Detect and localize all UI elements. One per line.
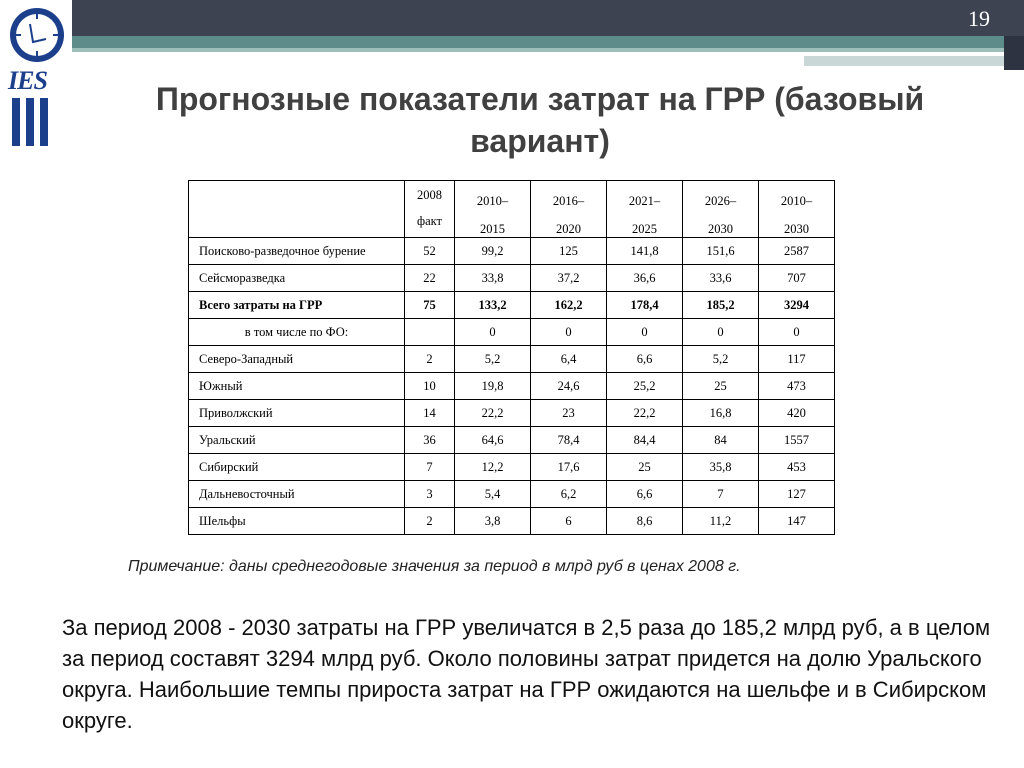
table-cell: 16,8 <box>683 400 759 427</box>
table-cell: 127 <box>759 481 835 508</box>
table-row <box>189 319 835 346</box>
right-corner-block <box>1004 36 1024 70</box>
table-cell: 1557 <box>759 427 835 454</box>
table-row <box>189 373 835 400</box>
table-cell: 36 <box>405 427 455 454</box>
table-cell: 8,6 <box>607 508 683 535</box>
top-band <box>0 0 1024 36</box>
table-cell: 453 <box>759 454 835 481</box>
table-note: Примечание: даны среднегодовые значения за период в млрд руб в ценах 2008 г. <box>128 558 741 575</box>
table-cell: 19,8 <box>455 373 531 400</box>
header-cell: 2026– 2030 <box>683 181 759 238</box>
table-cell: 473 <box>759 373 835 400</box>
header-cell: 2010– 2030 <box>759 181 835 238</box>
ies-logo <box>0 0 72 150</box>
table-cell: 33,8 <box>455 265 531 292</box>
table-row <box>189 346 835 373</box>
table-cell: 84 <box>683 427 759 454</box>
table-cell: 3294 <box>759 292 835 319</box>
table-cell: 178,4 <box>607 292 683 319</box>
table-cell: 7 <box>405 454 455 481</box>
table-cell: 22,2 <box>455 400 531 427</box>
row-label: Северо-Западный <box>189 346 405 373</box>
table-cell: 52 <box>405 238 455 265</box>
table-cell: 0 <box>683 319 759 346</box>
table-cell: 5,2 <box>455 346 531 373</box>
table-row <box>189 265 835 292</box>
table-cell: 2587 <box>759 238 835 265</box>
table-row <box>189 400 835 427</box>
header-cell: 2010– 2015 <box>455 181 531 238</box>
right-accent-strip <box>804 56 1004 66</box>
row-label: Уральский <box>189 427 405 454</box>
table-cell: 36,6 <box>607 265 683 292</box>
header-cell: 2008 факт <box>405 181 455 238</box>
table-cell: 22 <box>405 265 455 292</box>
top-accent-band <box>72 36 1024 48</box>
table-cell: 0 <box>759 319 835 346</box>
table-cell: 78,4 <box>531 427 607 454</box>
table-cell: 12,2 <box>455 454 531 481</box>
table-cell: 99,2 <box>455 238 531 265</box>
slide-title: Прогнозные показатели затрат на ГРР (базовый вариант) <box>155 81 925 159</box>
table-cell: 141,8 <box>607 238 683 265</box>
header-cell: 2016– 2020 <box>531 181 607 238</box>
table-cell: 22,2 <box>607 400 683 427</box>
table-cell: 125 <box>531 238 607 265</box>
table-cell: 84,4 <box>607 427 683 454</box>
table-cell <box>405 319 455 346</box>
table-cell: 185,2 <box>683 292 759 319</box>
table-cell: 2 <box>405 508 455 535</box>
table-cell: 5,4 <box>455 481 531 508</box>
table-cell: 3,8 <box>455 508 531 535</box>
table-cell: 151,6 <box>683 238 759 265</box>
table-row <box>189 238 835 265</box>
table-cell: 133,2 <box>455 292 531 319</box>
table-cell: 6,2 <box>531 481 607 508</box>
row-label: Поисково-разведочное бурение <box>189 238 405 265</box>
table-cell: 25 <box>683 373 759 400</box>
table-cell: 33,6 <box>683 265 759 292</box>
table-cell: 37,2 <box>531 265 607 292</box>
logo-text: IES <box>8 66 47 95</box>
table-cell: 10 <box>405 373 455 400</box>
table-row <box>189 427 835 454</box>
summary-text: За период 2008 - 2030 затраты на ГРР увеличатся в 2,5 раза до 185,2 млрд руб, а в целом за период составят 3294 млрд руб. Около половины затрат придется на долю Уральского округа. Наибольшие темпы прироста затрат на ГРР ожидаются на шельфе и в Сибирском округе. <box>62 615 991 733</box>
table-cell: 6,6 <box>607 346 683 373</box>
table-cell: 11,2 <box>683 508 759 535</box>
table-cell: 75 <box>405 292 455 319</box>
table-cell: 5,2 <box>683 346 759 373</box>
table-cell: 2 <box>405 346 455 373</box>
table-cell: 7 <box>683 481 759 508</box>
table-cell: 17,6 <box>531 454 607 481</box>
row-label: Сибирский <box>189 454 405 481</box>
row-label: Шельфы <box>189 508 405 535</box>
table-row <box>189 481 835 508</box>
table-cell: 25,2 <box>607 373 683 400</box>
forecast-table <box>188 180 835 535</box>
table-cell: 14 <box>405 400 455 427</box>
table-cell: 162,2 <box>531 292 607 319</box>
row-label: Сейсморазведка <box>189 265 405 292</box>
table-header-row <box>189 181 835 238</box>
table-cell: 0 <box>607 319 683 346</box>
table-cell: 23 <box>531 400 607 427</box>
table-cell: 6,4 <box>531 346 607 373</box>
table-cell: 3 <box>405 481 455 508</box>
table-cell: 117 <box>759 346 835 373</box>
top-accent-band-light <box>72 48 1024 52</box>
table-cell: 707 <box>759 265 835 292</box>
table-cell: 6 <box>531 508 607 535</box>
row-label: Приволжский <box>189 400 405 427</box>
table-cell: 6,6 <box>607 481 683 508</box>
row-label: Южный <box>189 373 405 400</box>
table-cell: 147 <box>759 508 835 535</box>
row-label: Всего затраты на ГРР <box>189 292 405 319</box>
logo-bars <box>12 98 58 146</box>
table-cell: 25 <box>607 454 683 481</box>
clock-logo-icon <box>8 6 66 64</box>
table-cell: 24,6 <box>531 373 607 400</box>
table-cell: 0 <box>531 319 607 346</box>
row-label: Дальневосточный <box>189 481 405 508</box>
row-label: в том числе по ФО: <box>189 319 405 346</box>
header-cell <box>189 181 405 238</box>
table-cell: 35,8 <box>683 454 759 481</box>
table-cell: 0 <box>455 319 531 346</box>
header-cell: 2021– 2025 <box>607 181 683 238</box>
table-cell: 420 <box>759 400 835 427</box>
table-cell: 64,6 <box>455 427 531 454</box>
table-row <box>189 292 835 319</box>
page-number: 19 <box>968 6 990 31</box>
table-row <box>189 508 835 535</box>
table-row <box>189 454 835 481</box>
